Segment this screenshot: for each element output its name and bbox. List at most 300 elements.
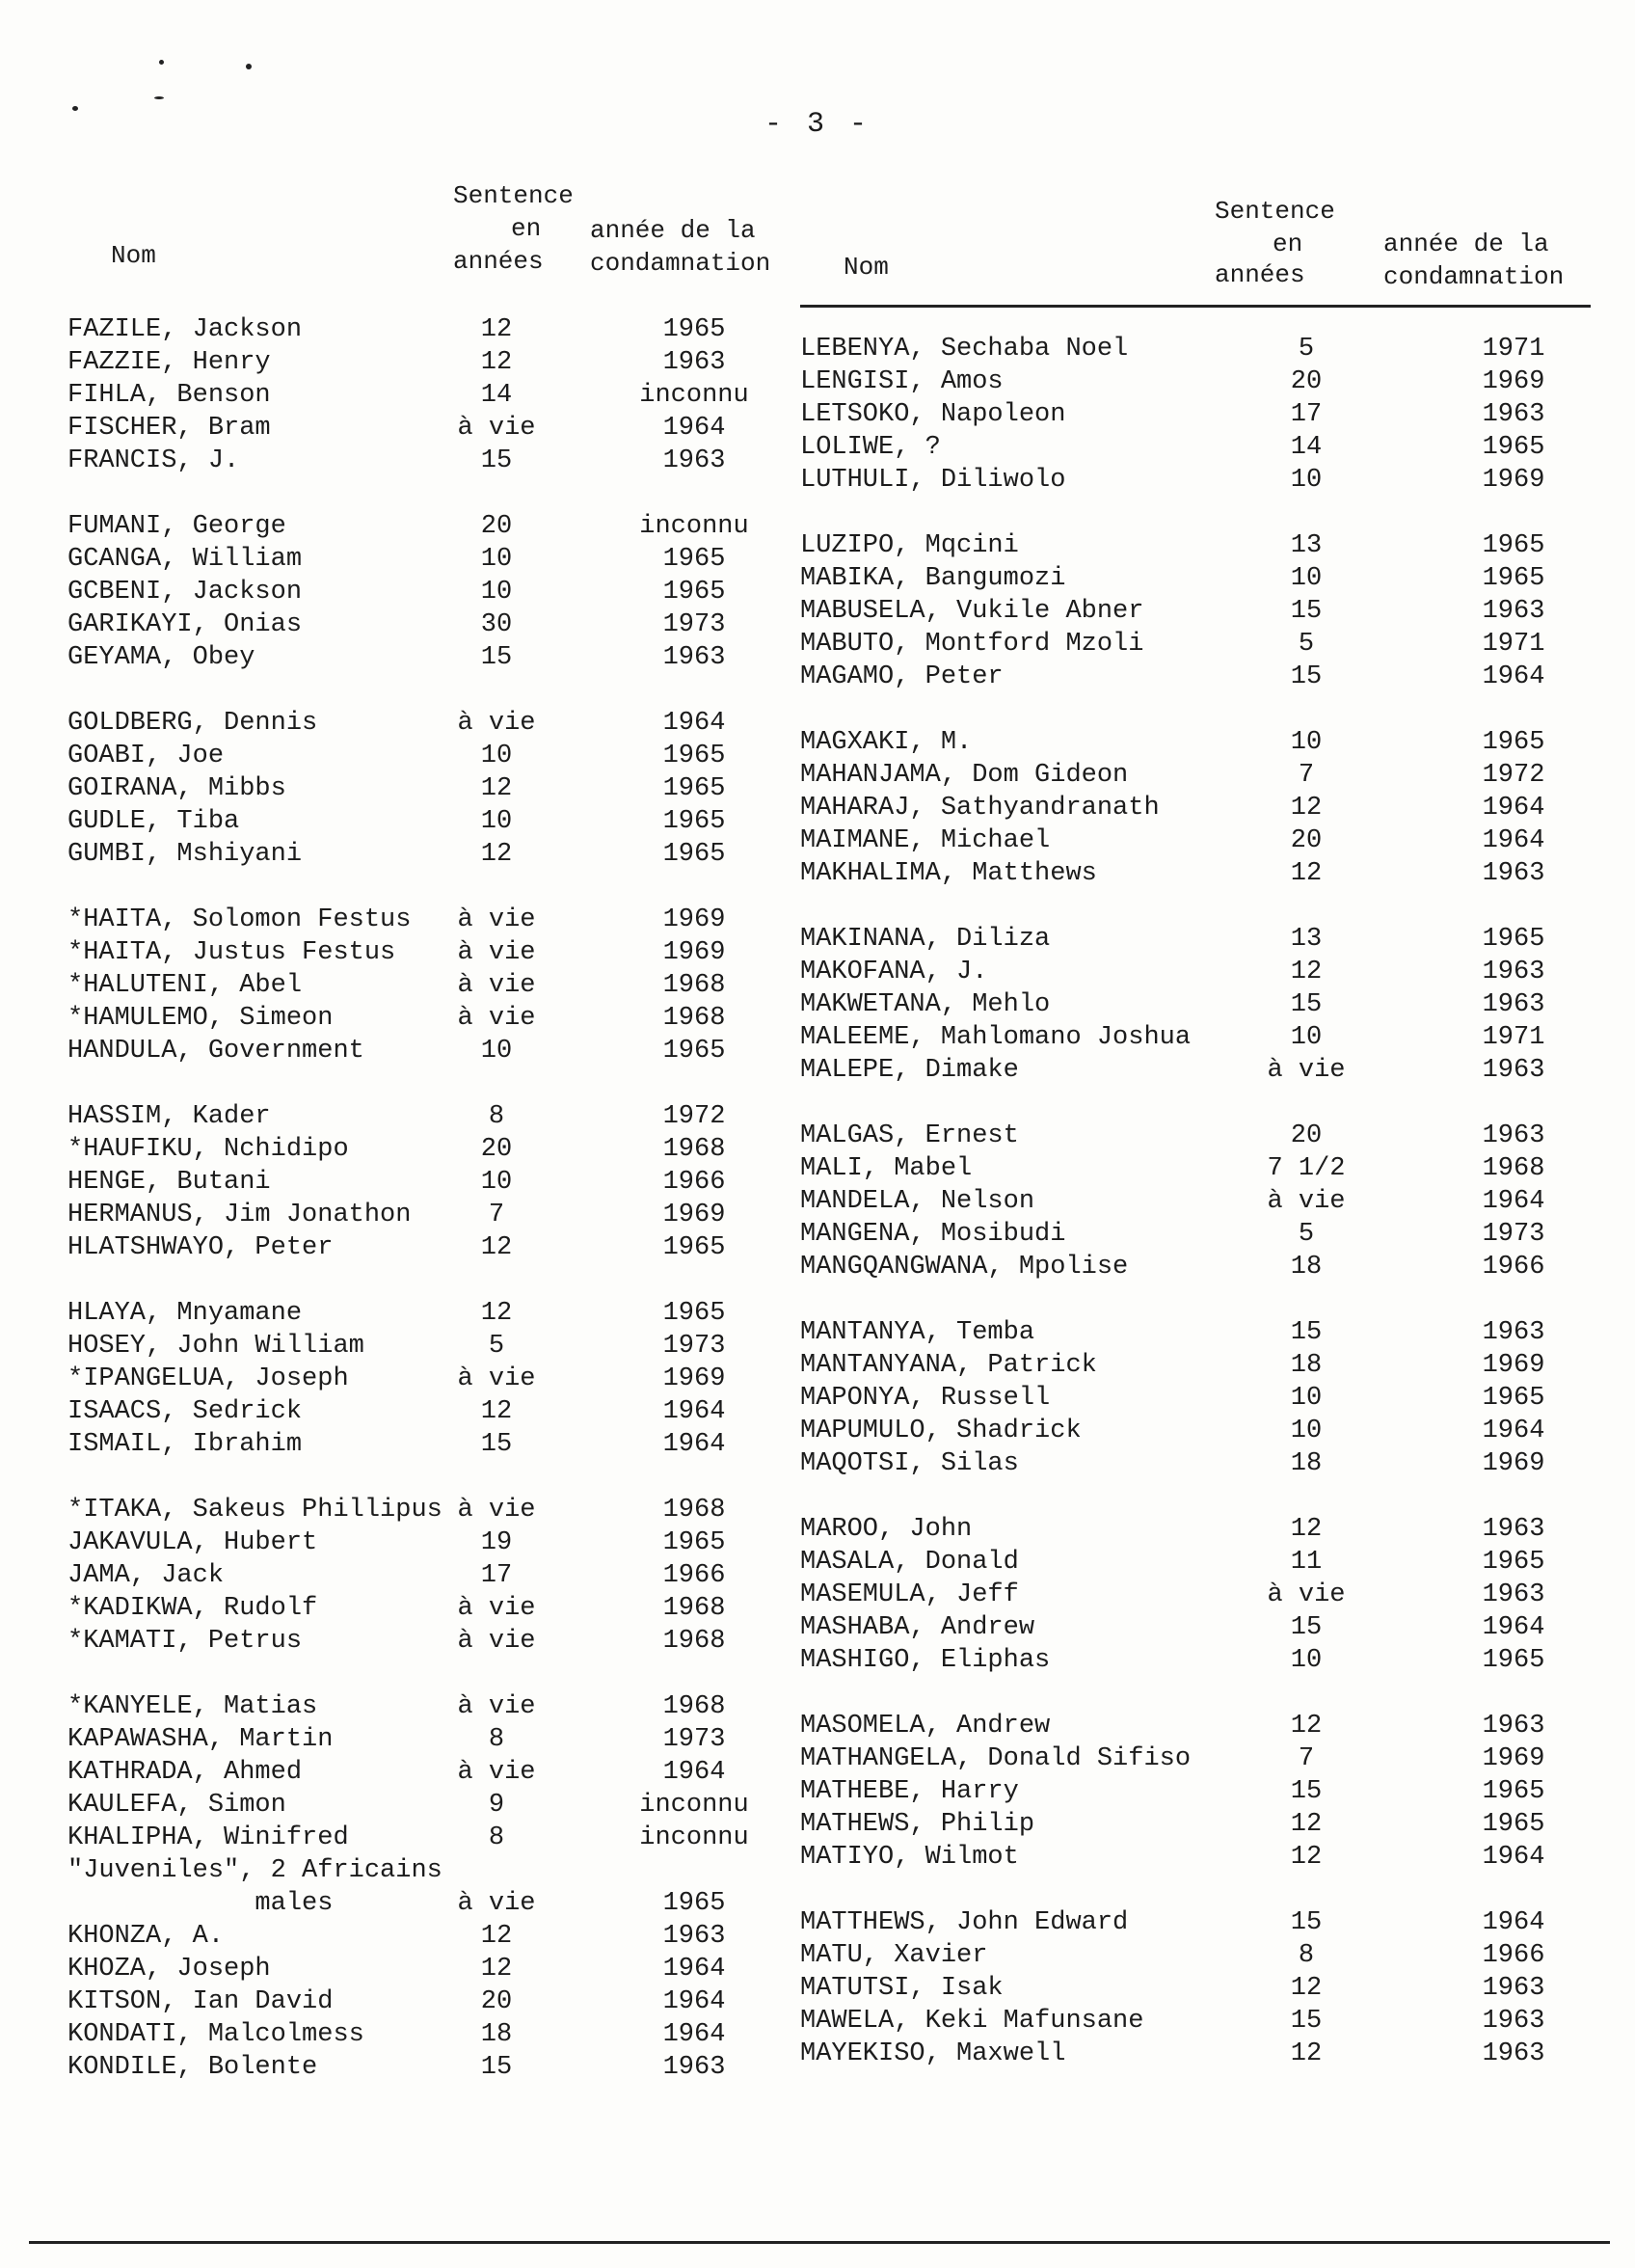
entry-sentence: 8 xyxy=(1298,1941,1315,1970)
entry-sentence: 10 xyxy=(480,807,513,836)
entry-year: 1965 xyxy=(662,1889,726,1918)
header-sentence-annees: années xyxy=(1215,260,1305,289)
entry-sentence: à vie xyxy=(457,1364,536,1393)
entry-name: *KAMATI, Petrus xyxy=(67,1627,303,1656)
entry-year: 1965 xyxy=(662,742,726,770)
entry-name: *HAITA, Solomon Festus xyxy=(67,905,412,934)
entry-year: 1963 xyxy=(662,2053,726,2082)
table-row xyxy=(67,2051,810,2084)
entry-sentence: 20 xyxy=(480,1987,513,2016)
entry-sentence: à vie xyxy=(457,1889,536,1918)
entry-name: MASHIGO, Eliphas xyxy=(800,1646,1051,1675)
entry-sentence: 12 xyxy=(480,840,513,869)
entry-year: 1969 xyxy=(662,1201,726,1229)
entry-year: 1965 xyxy=(1482,728,1545,757)
table-row xyxy=(800,529,1591,562)
entry-name: MAPONYA, Russell xyxy=(800,1384,1051,1413)
entry-sentence: 5 xyxy=(1298,1220,1315,1249)
entry-sentence: 15 xyxy=(480,446,513,475)
table-row xyxy=(800,1513,1591,1546)
entry-name: JAMA, Jack xyxy=(67,1561,225,1590)
entry-name: MABUTO, Montford Mzoli xyxy=(800,630,1144,659)
entry-name: FAZILE, Jackson xyxy=(67,315,303,344)
entry-sentence: 13 xyxy=(1290,531,1323,560)
entry-name: MANTANYA, Temba xyxy=(800,1318,1035,1347)
entry-sentence: 12 xyxy=(1290,1810,1323,1839)
table-row xyxy=(67,608,810,641)
entry-year: 1963 xyxy=(1482,1056,1545,1085)
entry-sentence: à vie xyxy=(1267,1580,1346,1609)
entry-sentence: 15 xyxy=(1290,1613,1323,1642)
entry-sentence: 9 xyxy=(488,1791,505,1820)
entry-sentence: 12 xyxy=(480,1397,513,1426)
table-row xyxy=(800,1939,1591,1972)
entry-sentence: 7 xyxy=(488,1201,505,1229)
entry-name: MAHANJAMA, Dom Gideon xyxy=(800,761,1129,790)
entry-group xyxy=(67,707,810,871)
table-row xyxy=(67,707,810,740)
entry-sentence: 18 xyxy=(480,2020,513,2049)
header-year: année de la xyxy=(590,216,756,245)
entry-year: 1965 xyxy=(1482,1777,1545,1806)
entries-wrapper xyxy=(67,313,810,2084)
entry-name: MALI, Mabel xyxy=(800,1154,973,1183)
entry-name: MATUTSI, Isak xyxy=(800,1974,1004,2003)
table-row xyxy=(67,1231,810,1264)
entry-sentence: 12 xyxy=(480,1955,513,1984)
bottom-rule xyxy=(29,2241,1610,2244)
entry-year: 1966 xyxy=(662,1561,726,1590)
entry-name: MANGQANGWANA, Mpolise xyxy=(800,1253,1129,1282)
table-row xyxy=(67,805,810,838)
table-row xyxy=(800,1611,1591,1644)
table-row xyxy=(800,1185,1591,1218)
entry-name: MAROO, John xyxy=(800,1515,973,1544)
table-row xyxy=(67,1199,810,1231)
entry-sentence: à vie xyxy=(1267,1056,1346,1085)
entry-sentence: à vie xyxy=(1267,1187,1346,1216)
entry-year: 1973 xyxy=(662,1332,726,1361)
entry-name: *ITAKA, Sakeus Phillipus xyxy=(67,1496,442,1525)
entry-name: MAHARAJ, Sathyandranath xyxy=(800,794,1160,823)
entry-year: 1965 xyxy=(662,1299,726,1328)
entry-name: KONDILE, Bolente xyxy=(67,2053,318,2082)
entry-sentence: 12 xyxy=(480,1922,513,1951)
entry-group xyxy=(800,1710,1591,1874)
entry-sentence: 7 xyxy=(1298,1744,1315,1773)
entry-name: KHOZA, Joseph xyxy=(67,1955,271,1984)
table-row xyxy=(800,2005,1591,2038)
table-row xyxy=(800,1054,1591,1087)
entry-sentence: 13 xyxy=(1290,925,1323,954)
entry-name: *HAMULEMO, Simeon xyxy=(67,1004,334,1033)
entry-group xyxy=(67,1690,810,2084)
table-row xyxy=(67,1625,810,1658)
entry-year: 1963 xyxy=(662,446,726,475)
table-row xyxy=(67,1526,810,1559)
table-row xyxy=(800,1415,1591,1447)
header-name: Nom xyxy=(844,253,889,282)
entry-year: 1964 xyxy=(1482,1417,1545,1445)
entry-group xyxy=(67,510,810,674)
entry-name: KAPAWASHA, Martin xyxy=(67,1725,334,1754)
entry-name: MAKWETANA, Mehlo xyxy=(800,990,1051,1019)
entry-name: GUDLE, Tiba xyxy=(67,807,240,836)
entry-year: 1966 xyxy=(1482,1253,1545,1282)
entry-sentence: 10 xyxy=(1290,1023,1323,1052)
entry-sentence: 12 xyxy=(480,1233,513,1262)
entry-year: 1969 xyxy=(1482,1449,1545,1478)
right-column-header xyxy=(800,174,1591,299)
entry-year: inconnu xyxy=(639,512,749,541)
entry-group xyxy=(800,726,1591,890)
entry-sentence: à vie xyxy=(457,938,536,967)
table-row xyxy=(67,346,810,379)
entry-sentence: 8 xyxy=(488,1725,505,1754)
table-row xyxy=(67,1789,810,1822)
entry-year: 1964 xyxy=(1482,1843,1545,1872)
entry-year: 1969 xyxy=(662,905,726,934)
table-row xyxy=(800,1152,1591,1185)
table-row xyxy=(800,1775,1591,1808)
table-row xyxy=(800,1841,1591,1874)
entry-year: 1964 xyxy=(1482,1908,1545,1937)
entry-name: MANTANYANA, Patrick xyxy=(800,1351,1097,1380)
entry-sentence: 10 xyxy=(1290,728,1323,757)
entry-name: MALEEME, Mahlomano Joshua xyxy=(800,1023,1192,1052)
entry-name: MATHANGELA, Donald Sifiso xyxy=(800,1744,1192,1773)
entry-year: 1965 xyxy=(662,1037,726,1066)
entry-name: MAKOFANA, J. xyxy=(800,958,988,986)
entry-group xyxy=(67,1297,810,1461)
entry-name: MATU, Xavier xyxy=(800,1941,988,1970)
entry-name: MATHEWS, Philip xyxy=(800,1810,1035,1839)
entry-sentence: à vie xyxy=(457,1758,536,1787)
table-row xyxy=(67,1920,810,1953)
entry-year: 1963 xyxy=(1482,1974,1545,2003)
table-row xyxy=(800,398,1591,431)
table-row xyxy=(67,1363,810,1395)
entry-sentence: 18 xyxy=(1290,1449,1323,1478)
table-row xyxy=(67,1166,810,1199)
entry-year: 1969 xyxy=(662,1364,726,1393)
table-row xyxy=(67,904,810,936)
entry-group xyxy=(800,1120,1591,1283)
table-row xyxy=(800,857,1591,890)
entry-name: MAQOTSI, Silas xyxy=(800,1449,1019,1478)
entry-year: 1971 xyxy=(1482,1023,1545,1052)
entry-sentence: 15 xyxy=(1290,990,1323,1019)
entry-sentence: 10 xyxy=(1290,1646,1323,1675)
entry-name: KHONZA, A. xyxy=(67,1922,225,1951)
table-row xyxy=(800,1218,1591,1251)
table-row xyxy=(67,1887,810,1920)
entry-name: MASOMELA, Andrew xyxy=(800,1712,1051,1741)
entry-sentence: 10 xyxy=(480,742,513,770)
entry-year: inconnu xyxy=(639,1791,749,1820)
entry-sentence: 15 xyxy=(1290,662,1323,691)
entry-year: inconnu xyxy=(639,381,749,410)
entry-name: GOABI, Joe xyxy=(67,742,225,770)
table-row xyxy=(800,988,1591,1021)
entry-group xyxy=(67,904,810,1067)
table-row xyxy=(67,1559,810,1592)
table-row xyxy=(67,1395,810,1428)
table-row xyxy=(800,562,1591,595)
entry-year: 1965 xyxy=(662,807,726,836)
entry-name: MAGXAKI, M. xyxy=(800,728,973,757)
table-row xyxy=(800,1742,1591,1775)
entry-year: 1968 xyxy=(662,1692,726,1721)
entry-sentence: à vie xyxy=(457,1692,536,1721)
entry-year: 1973 xyxy=(662,610,726,639)
entry-year: 1963 xyxy=(1482,400,1545,429)
entry-year: 1965 xyxy=(662,315,726,344)
entry-year: 1973 xyxy=(1482,1220,1545,1249)
entry-name: ISMAIL, Ibrahim xyxy=(67,1430,303,1459)
entry-sentence: 10 xyxy=(480,1037,513,1066)
entry-year: 1963 xyxy=(1482,2039,1545,2068)
entry-sentence: 20 xyxy=(480,512,513,541)
entry-sentence: 12 xyxy=(1290,1974,1323,2003)
entry-name: HASSIM, Kader xyxy=(67,1102,271,1131)
entry-year: 1969 xyxy=(1482,1351,1545,1380)
entry-sentence: 15 xyxy=(1290,1908,1323,1937)
entry-sentence: 8 xyxy=(488,1102,505,1131)
table-row xyxy=(800,1808,1591,1841)
entry-year: 1963 xyxy=(1482,1580,1545,1609)
entry-group xyxy=(67,1494,810,1658)
entry-year: 1968 xyxy=(662,1004,726,1033)
page-number: - 3 - xyxy=(764,108,871,141)
entries-wrapper xyxy=(800,333,1591,2070)
entry-year: 1964 xyxy=(662,1758,726,1787)
entry-sentence: 17 xyxy=(480,1561,513,1590)
table-row xyxy=(67,1822,810,1854)
table-row xyxy=(67,838,810,871)
entry-name: LEBENYA, Sechaba Noel xyxy=(800,335,1129,364)
entry-year: 1963 xyxy=(1482,2007,1545,2036)
entry-sentence: 20 xyxy=(1290,826,1323,855)
entry-sentence: 14 xyxy=(1290,433,1323,462)
entry-name: *KANYELE, Matias xyxy=(67,1692,318,1721)
entry-sentence: 10 xyxy=(1290,1384,1323,1413)
entry-year: 1963 xyxy=(662,348,726,377)
entry-name: MASEMULA, Jeff xyxy=(800,1580,1019,1609)
table-row xyxy=(67,1592,810,1625)
entry-year: 1963 xyxy=(1482,990,1545,1019)
entry-sentence: 12 xyxy=(480,1299,513,1328)
entry-year: 1964 xyxy=(662,1397,726,1426)
entry-name: HOSEY, John William xyxy=(67,1332,364,1361)
entry-sentence: 15 xyxy=(1290,1318,1323,1347)
entry-year: 1963 xyxy=(1482,597,1545,626)
entry-year: 1964 xyxy=(1482,662,1545,691)
entry-year: 1963 xyxy=(1482,1121,1545,1150)
entry-sentence: à vie xyxy=(457,414,536,443)
entry-year: 1965 xyxy=(1482,1646,1545,1675)
entry-year: 1965 xyxy=(662,774,726,803)
entry-year: 1973 xyxy=(662,1725,726,1754)
entry-name: *HALUTENI, Abel xyxy=(67,971,303,1000)
entry-year: 1964 xyxy=(662,2020,726,2049)
entry-sentence: 20 xyxy=(1290,1121,1323,1150)
entry-sentence: 8 xyxy=(488,1823,505,1852)
entry-name: *HAUFIKU, Nchidipo xyxy=(67,1135,349,1164)
entry-group xyxy=(800,529,1591,693)
entry-name: MATTHEWS, John Edward xyxy=(800,1908,1129,1937)
table-row xyxy=(67,772,810,805)
entry-sentence: à vie xyxy=(457,1594,536,1623)
entry-sentence: à vie xyxy=(457,905,536,934)
entry-name: KONDATI, Malcolmess xyxy=(67,2020,364,2049)
table-row xyxy=(800,595,1591,628)
entry-year: 1965 xyxy=(662,840,726,869)
entry-name: "Juveniles", 2 Africains xyxy=(67,1856,442,1885)
table-row xyxy=(67,445,810,477)
entry-name: LETSOKO, Napoleon xyxy=(800,400,1066,429)
entry-name: KITSON, Ian David xyxy=(67,1987,334,2016)
entry-year: 1965 xyxy=(662,578,726,607)
entry-name: HERMANUS, Jim Jonathon xyxy=(67,1201,412,1229)
table-row xyxy=(800,726,1591,759)
entry-sentence: 12 xyxy=(1290,1843,1323,1872)
entry-name: MAKINANA, Diliza xyxy=(800,925,1051,954)
entry-sentence: 12 xyxy=(1290,958,1323,986)
table-row xyxy=(67,313,810,346)
table-row xyxy=(67,740,810,772)
entry-year: 1968 xyxy=(662,971,726,1000)
entry-sentence: à vie xyxy=(457,709,536,738)
entry-year: 1972 xyxy=(662,1102,726,1131)
entry-year: 1965 xyxy=(662,1233,726,1262)
header-year-condamnation: condamnation xyxy=(1383,262,1565,291)
entry-year: 1963 xyxy=(1482,859,1545,888)
scan-speck xyxy=(246,64,252,69)
table-row xyxy=(800,628,1591,661)
entry-year: 1965 xyxy=(662,545,726,574)
entry-name: MASALA, Donald xyxy=(800,1548,1019,1577)
table-row xyxy=(800,1644,1591,1677)
table-row xyxy=(67,1985,810,2018)
left-column-list xyxy=(67,313,810,2117)
table-row xyxy=(67,1854,810,1887)
entry-name: FIHLA, Benson xyxy=(67,381,271,410)
entry-year: 1963 xyxy=(662,643,726,672)
entry-name: LUTHULI, Diliwolo xyxy=(800,466,1066,495)
entry-sentence: 10 xyxy=(480,1168,513,1197)
table-row xyxy=(800,661,1591,693)
table-row xyxy=(67,1297,810,1330)
entry-year: 1965 xyxy=(1482,925,1545,954)
entry-year: 1965 xyxy=(662,1528,726,1557)
entry-name: MABIKA, Bangumozi xyxy=(800,564,1066,593)
entry-sentence: 18 xyxy=(1290,1253,1323,1282)
entry-name: HLATSHWAYO, Peter xyxy=(67,1233,334,1262)
entry-name: KAULEFA, Simon xyxy=(67,1791,286,1820)
entry-name: MANDELA, Nelson xyxy=(800,1187,1035,1216)
entry-name: FRANCIS, J. xyxy=(67,446,240,475)
entry-year: 1963 xyxy=(1482,1318,1545,1347)
entry-sentence: à vie xyxy=(457,1627,536,1656)
entry-year: 1964 xyxy=(662,414,726,443)
entry-name: HLAYA, Mnyamane xyxy=(67,1299,303,1328)
entry-name: GOIRANA, Mibbs xyxy=(67,774,286,803)
entry-sentence: 10 xyxy=(1290,466,1323,495)
header-year-condamnation: condamnation xyxy=(590,249,771,278)
table-row xyxy=(67,2018,810,2051)
entry-year: inconnu xyxy=(639,1823,749,1852)
entry-year: 1968 xyxy=(662,1496,726,1525)
table-row xyxy=(800,1710,1591,1742)
entry-sentence: 15 xyxy=(480,2053,513,2082)
entry-name: MATHEBE, Harry xyxy=(800,1777,1019,1806)
table-row xyxy=(800,1906,1591,1939)
entry-sentence: 15 xyxy=(480,1430,513,1459)
entry-year: 1969 xyxy=(1482,466,1545,495)
entry-sentence: 5 xyxy=(1298,630,1315,659)
entry-year: 1969 xyxy=(662,938,726,967)
entry-year: 1963 xyxy=(662,1922,726,1951)
entry-year: 1964 xyxy=(1482,826,1545,855)
entry-year: 1965 xyxy=(1482,564,1545,593)
entry-sentence: 7 1/2 xyxy=(1267,1154,1346,1183)
table-row xyxy=(800,1316,1591,1349)
entry-sentence: 10 xyxy=(1290,564,1323,593)
table-row xyxy=(67,543,810,576)
entry-year: 1971 xyxy=(1482,335,1545,364)
table-row xyxy=(800,1579,1591,1611)
entry-sentence: 12 xyxy=(1290,2039,1323,2068)
entry-year: 1971 xyxy=(1482,630,1545,659)
entry-name: MASHABA, Andrew xyxy=(800,1613,1035,1642)
table-row xyxy=(67,412,810,445)
entry-name: FUMANI, George xyxy=(67,512,286,541)
entry-year: 1965 xyxy=(1482,1548,1545,1577)
entry-year: 1964 xyxy=(662,1987,726,2016)
table-row xyxy=(800,792,1591,824)
entry-sentence: 12 xyxy=(480,348,513,377)
table-row xyxy=(67,1035,810,1067)
entry-sentence: à vie xyxy=(457,971,536,1000)
entry-year: 1964 xyxy=(1482,794,1545,823)
table-row xyxy=(800,1447,1591,1480)
entry-name: MABUSELA, Vukile Abner xyxy=(800,597,1144,626)
entry-year: 1964 xyxy=(662,1955,726,1984)
header-year: année de la xyxy=(1383,230,1549,258)
entry-sentence: 19 xyxy=(480,1528,513,1557)
entry-year: 1965 xyxy=(1482,1384,1545,1413)
entry-sentence: 10 xyxy=(480,578,513,607)
table-row xyxy=(800,2038,1591,2070)
entry-sentence: 18 xyxy=(1290,1351,1323,1380)
entry-sentence: 10 xyxy=(480,545,513,574)
entry-sentence: 15 xyxy=(1290,1777,1323,1806)
entry-name: ISAACS, Sedrick xyxy=(67,1397,303,1426)
entry-name: MAPUMULO, Shadrick xyxy=(800,1417,1082,1445)
table-row xyxy=(800,431,1591,464)
entry-sentence: 20 xyxy=(480,1135,513,1164)
entry-name: LUZIPO, Mqcini xyxy=(800,531,1019,560)
entry-year: 1963 xyxy=(1482,1712,1545,1741)
entry-name: MAYEKISO, Maxwell xyxy=(800,2039,1066,2068)
scan-speck xyxy=(159,60,164,65)
entry-year: 1968 xyxy=(662,1135,726,1164)
header-sentence: Sentence xyxy=(453,181,574,210)
entry-name: MAGAMO, Peter xyxy=(800,662,1004,691)
table-row xyxy=(800,824,1591,857)
entry-group xyxy=(67,1100,810,1264)
